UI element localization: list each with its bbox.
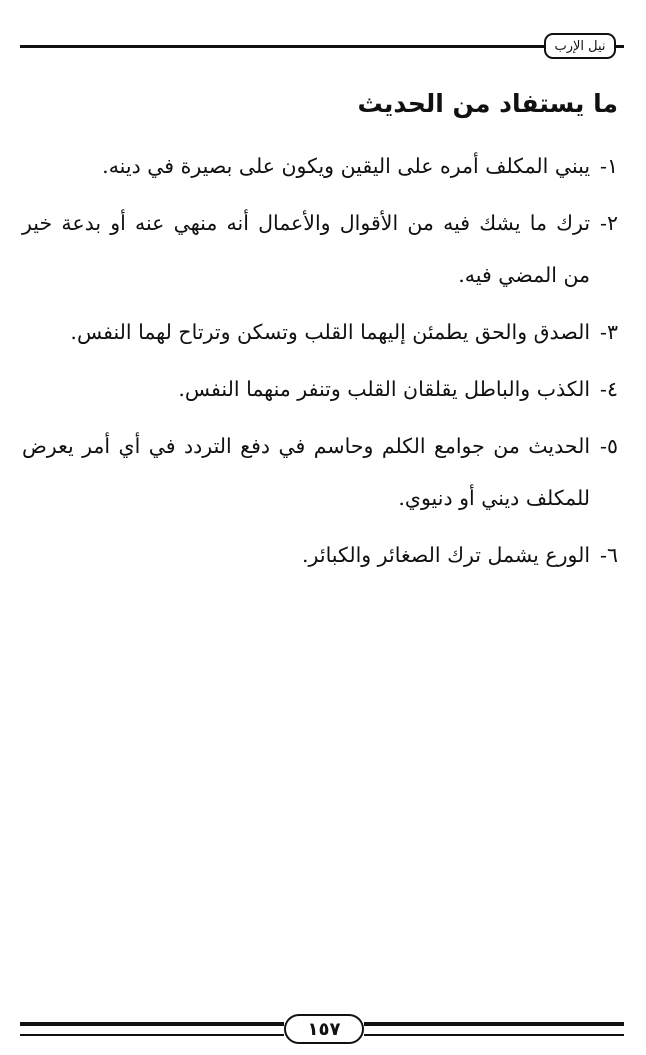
benefit-text: ترك ما يشك فيه من الأقوال والأعمال أنه منهي عنه أو بدعة خير من المضي فيه.	[22, 211, 591, 287]
benefit-item-4	[22, 363, 618, 415]
benefit-text: الورع يشمل ترك الصغائر والكبائر.	[302, 543, 591, 567]
benefit-number: ١-	[600, 154, 618, 178]
benefit-number: ٤-	[600, 377, 618, 401]
header-rule	[20, 45, 544, 48]
book-title-badge	[544, 33, 616, 59]
benefit-item-1	[22, 140, 618, 192]
benefit-item-3	[22, 306, 618, 358]
section-heading: ما يستفاد من الحديث	[357, 89, 618, 118]
benefit-item-6	[22, 529, 618, 581]
page-header	[20, 32, 624, 62]
book-title: نيل الإرب	[554, 38, 606, 54]
benefits-list	[22, 140, 618, 581]
footer-double-rule-left	[20, 1022, 284, 1036]
benefit-number: ٣-	[600, 320, 618, 344]
benefit-item-2	[22, 197, 618, 301]
benefit-text: الكذب والباطل يقلقان القلب وتنفر منهما النفس.	[178, 377, 591, 401]
page-footer	[20, 1012, 624, 1046]
benefit-text: الحديث من جوامع الكلم وحاسم في دفع التردد في أي أمر يعرض للمكلف ديني أو دنيوي.	[22, 434, 591, 510]
header-rule-end	[616, 45, 624, 48]
benefit-text: يبني المكلف أمره على اليقين ويكون على بصيرة في دينه.	[102, 154, 591, 178]
benefit-item-5	[22, 420, 618, 524]
footer-double-rule-right	[364, 1022, 624, 1036]
benefit-text: الصدق والحق يطمئن إليهما القلب وتسكن وترتاح لهما النفس.	[70, 320, 591, 344]
page-content	[22, 82, 618, 586]
benefit-number: ٢-	[600, 211, 618, 235]
benefit-number: ٦-	[600, 543, 618, 567]
page-number: ١٥٧	[307, 1018, 341, 1040]
page-number-badge	[284, 1014, 364, 1044]
benefit-number: ٥-	[600, 434, 618, 458]
